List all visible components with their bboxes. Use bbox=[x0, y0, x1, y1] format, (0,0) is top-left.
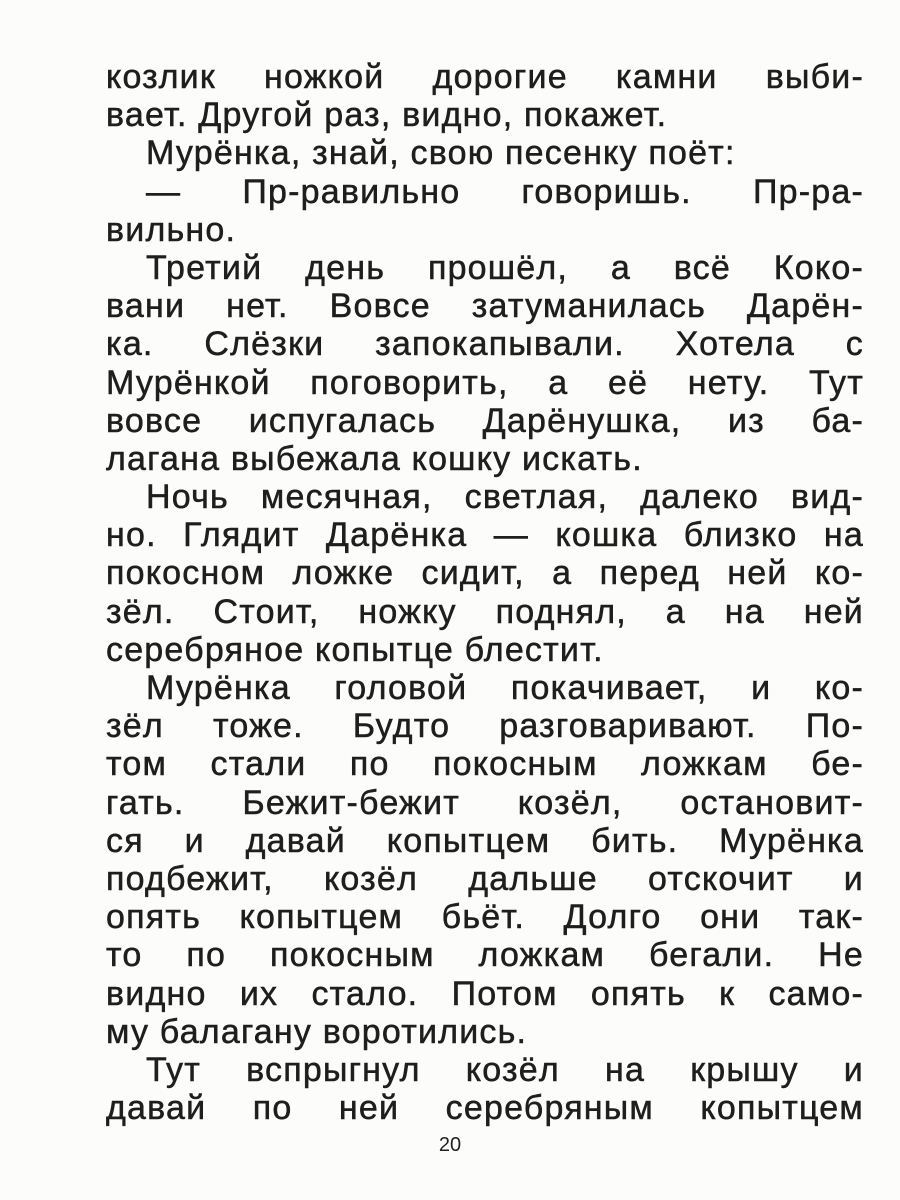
text-line: Мурёнка головой покачивает, и ко- bbox=[146, 669, 864, 707]
text-line: Ночь месячная, светлая, далеко вид- bbox=[146, 478, 864, 517]
text-line: ка. Слёзки запокапывали. Хотела с bbox=[106, 325, 864, 364]
text-line: Мурёнкой поговорить, а её нету. Тут bbox=[106, 363, 864, 402]
text-line: покосном ложке сидит, а перед ней ко- bbox=[106, 554, 864, 593]
text-line: то по покосным ложкам бегали. Не bbox=[106, 936, 864, 975]
text-line: вани нет. Вовсе затуманилась Дарён- bbox=[106, 287, 864, 326]
text-line: том стали по покосным ложкам бе- bbox=[106, 745, 864, 784]
text-line: давай по ней серебряным копытцем bbox=[106, 1089, 864, 1128]
text-line: подбежит, козёл дальше отскочит и bbox=[106, 859, 864, 898]
text-line: зёл. Стоит, ножку поднял, а на ней bbox=[106, 592, 864, 631]
page-number: 20 bbox=[438, 1134, 462, 1156]
text-line: видно их стало. Потом опять к само- bbox=[106, 974, 864, 1013]
text-line: вает. Другой раз, видно, покажет. bbox=[106, 96, 668, 135]
text-line: опять копытцем бьёт. Долго они так- bbox=[106, 898, 864, 937]
text-line: козлик ножкой дорогие камни выби- bbox=[106, 58, 864, 96]
text-line: лагана выбежала кошку искать. bbox=[106, 439, 643, 478]
text-line: вильно. bbox=[106, 210, 237, 249]
text-line: но. Глядит Дарёнка — кошка близко на bbox=[106, 516, 864, 555]
text-line: серебряное копытце блестит. bbox=[106, 630, 604, 669]
text-line: зёл тоже. Будто разговаривают. По- bbox=[106, 707, 864, 746]
text-line: вовсе испугалась Дарёнушка, из ба- bbox=[106, 401, 864, 440]
text-line: Мурёнка, знай, свою песенку поёт: bbox=[146, 134, 736, 173]
text-line: Тут вспрыгнул козёл на крышу и bbox=[146, 1050, 864, 1089]
text-line: ся и давай копытцем бить. Мурёнка bbox=[106, 821, 864, 860]
text-line: — Пр-равильно говоришь. Пр-ра- bbox=[146, 172, 864, 211]
text-line: Третий день прошёл, а всё Коко- bbox=[146, 248, 864, 287]
text-line: му балагану воротились. bbox=[106, 1012, 528, 1051]
text-line: гать. Бежит-бежит козёл, остановит- bbox=[106, 783, 864, 822]
page-text bbox=[106, 58, 864, 1127]
